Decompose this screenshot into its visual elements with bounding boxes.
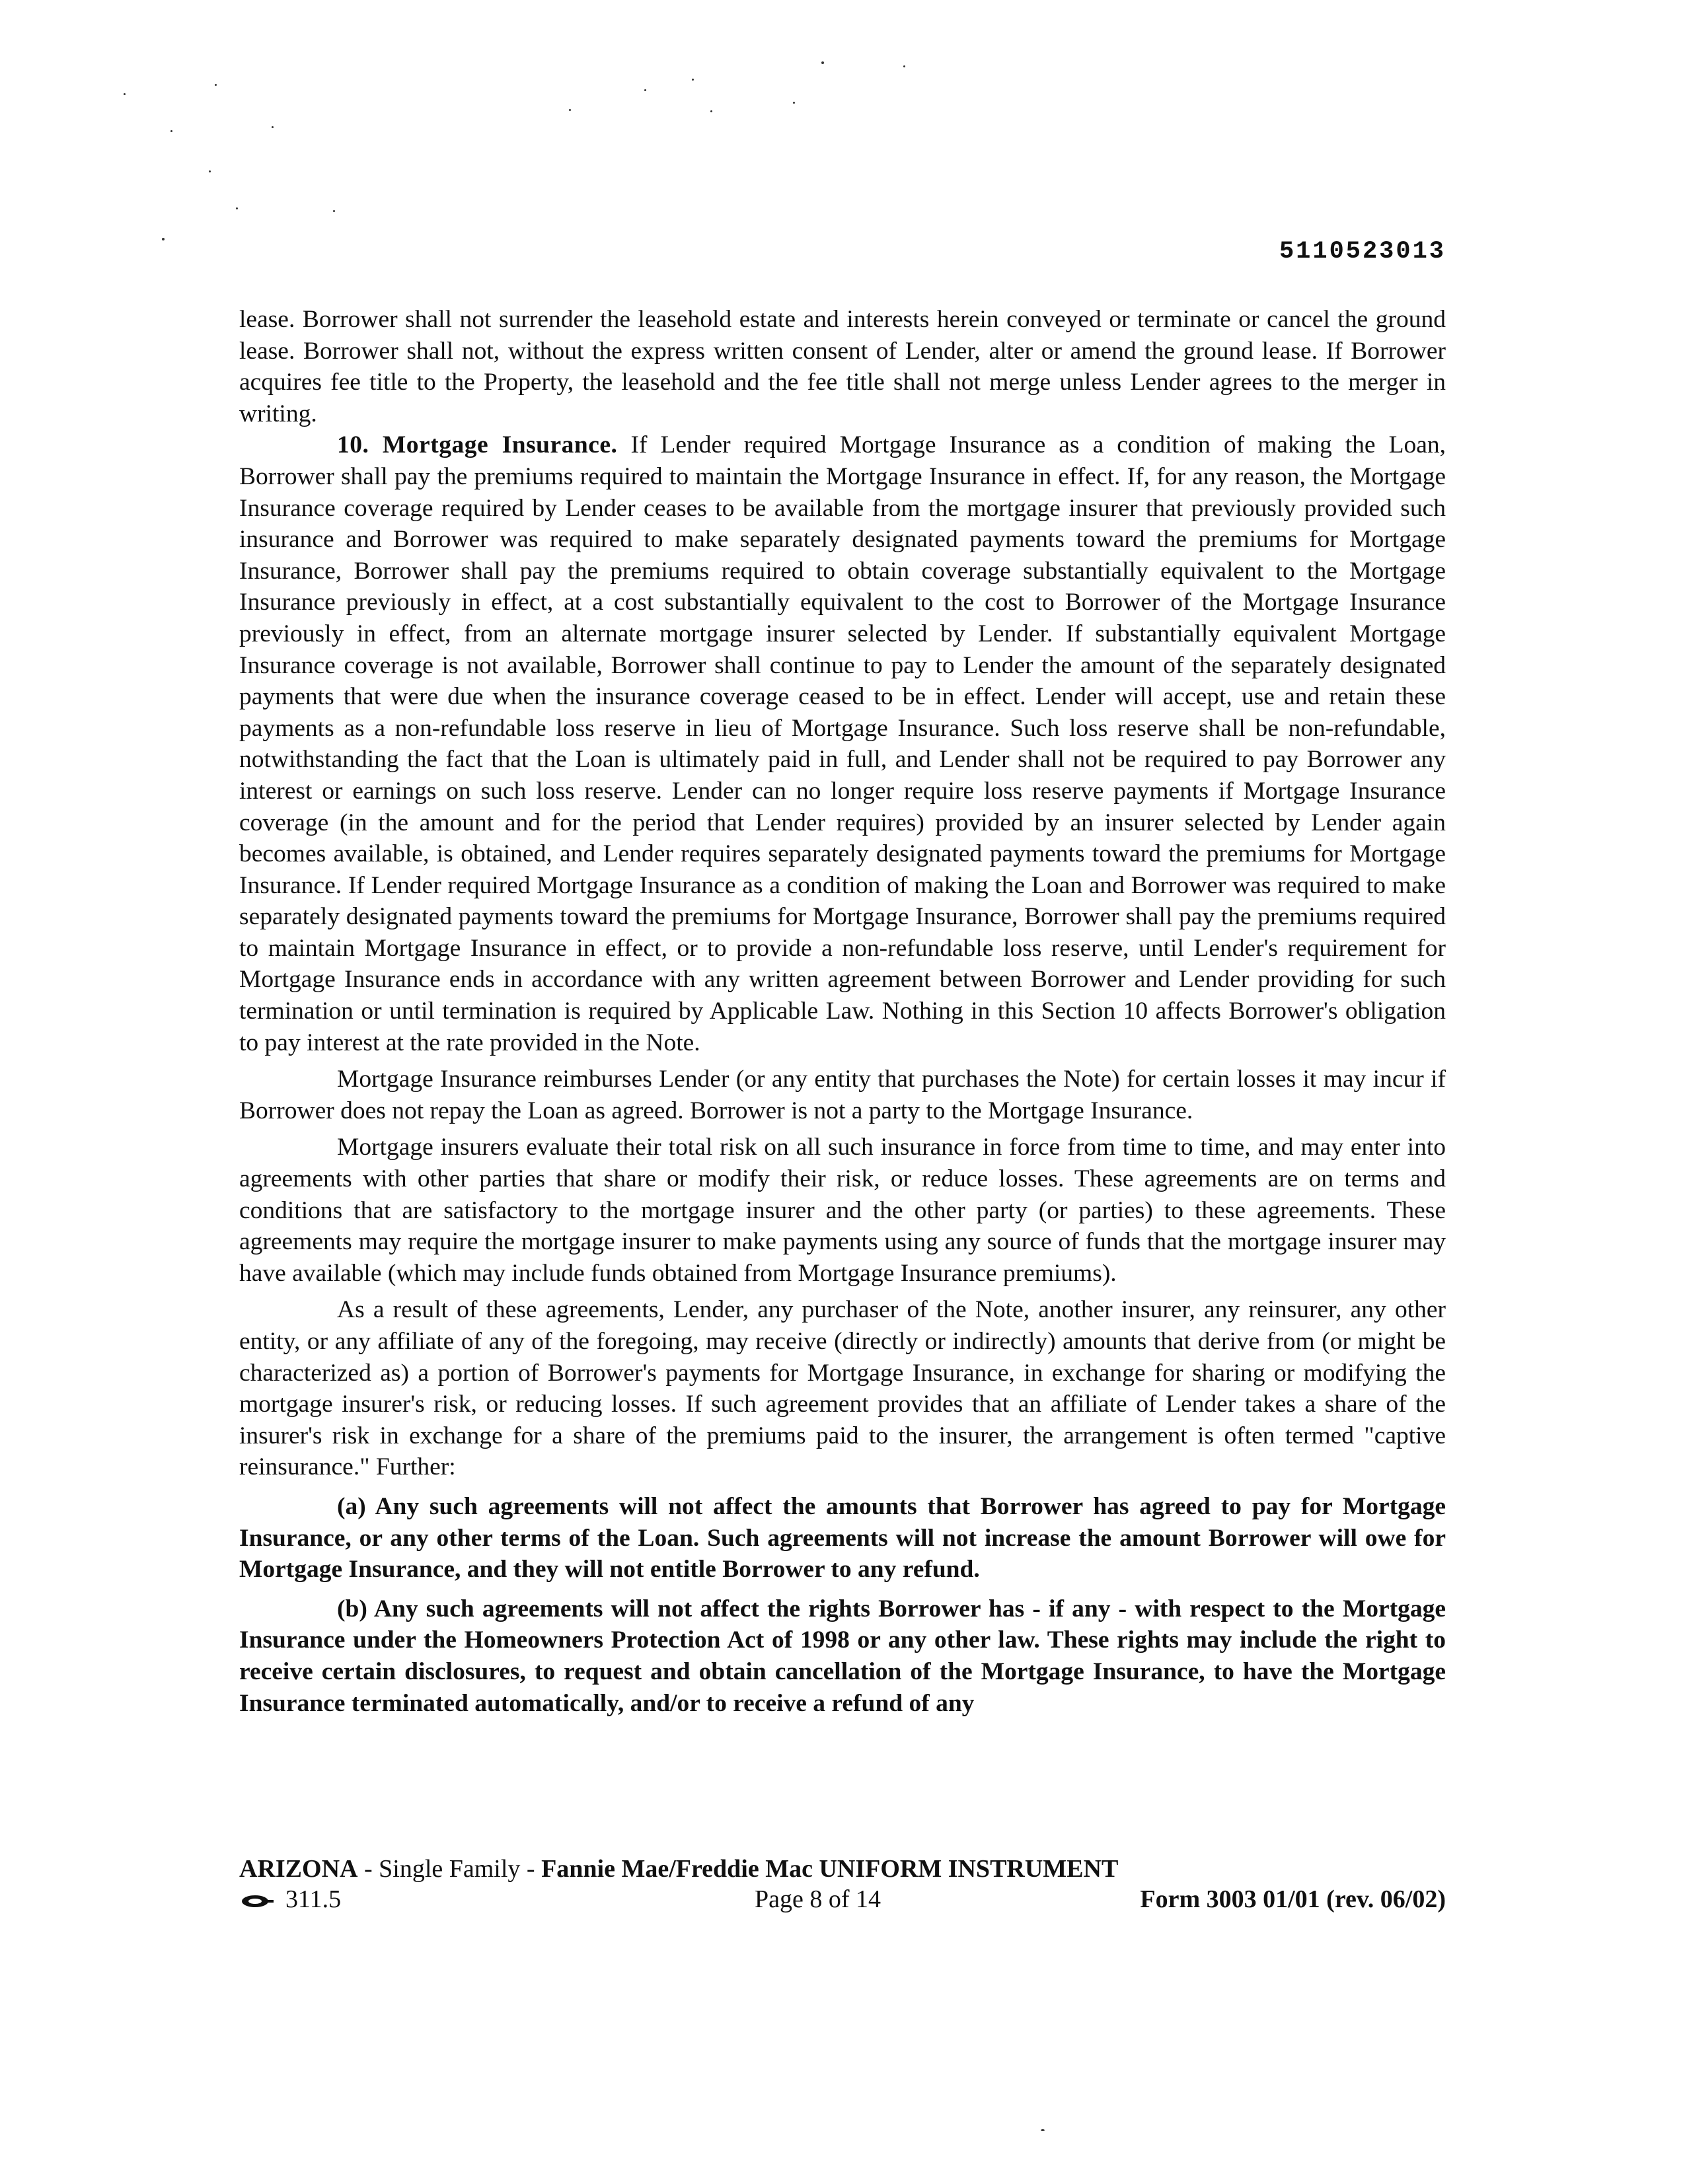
section-text: If Lender required Mortgage Insurance as a condition of making the Loan, Borrower shall pay the premiums required to maintain the Mortgage Insurance in effect. If, for any reason, the Mortgage Insurance coverage required by Lender ceases to be available from the mortgage insurer that previously provided such insurance and Borrower was required to make separately designated payments toward the premiums for Mortgage Insurance, Borrower shall pay the premiums required to obtain coverage substantially equivalent to the Mortgage Insurance previously in effect, at a cost substantially equivalent to the cost to Borrower of the Mortgage Insurance previously in effect, from an alternate mortgage insurer selected by Lender. If substantially equivalent Mortgage Insurance coverage is not available, Borrower shall continue to pay to Lender the amount of the separately designated payments that were due when the insurance coverage ceased to be in effect. Lender will accept, use and retain these payments as a non-refundable loss reserve in lieu of Mortgage Insurance. Such loss reserve shall be non-refundable, notwithstanding the fact that the Loan is ultimately paid in full, and Lender shall not be required to pay Borrower any interest or earnings on such loss reserve. Lender can no longer require loss reserve payments if Mortgage Insurance coverage (in the amount and for the period that Lender requires) provided by an insurer selected by Lender again becomes available, is obtained, and Lender requires separately designated payments toward the premiums for Mortgage Insurance. If Lender required Mortgage Insurance as a condition of making the Loan and Borrower was required to make separately designated payments toward the premiums for Mortgage Insurance, Borrower shall pay the premiums required to maintain Mortgage Insurance in effect, or to provide a non-refundable loss reserve, until Lender's requirement for Mortgage Insurance ends in accordance with any written agreement between Borrower and Lender providing for such termination or until termination is required by Applicable Law. Nothing in this Section 10 affects Borrower's obligation to pay interest at the rate provided in the Note. — [239, 431, 1446, 1056]
scan-speck — [1041, 2129, 1045, 2131]
page-footer — [239, 1854, 1446, 1914]
form-logo-icon — [239, 1894, 274, 1909]
scan-speck — [209, 170, 211, 172]
paragraph-clause-b: (b) Any such agreements will not affect the rights Borrower has - if any - with respect to the Mortgage Insurance under the Homeowners Protection Act of 1998 or any other law. These rights may include the right to receive certain disclosures, to request and obtain cancellation of the Mortgage Insurance, to have the Mortgage Insurance terminated automatically, and/or to receive a refund of any — [239, 1595, 1446, 1717]
paragraph-reimbursement: Mortgage Insurance reimburses Lender (or any entity that purchases the Note) for certain losses it may incur if Borrower does not repay the Loan as agreed. Borrower is not a party to the Mortgage Insurance. — [239, 1066, 1446, 1124]
scan-speck — [903, 65, 905, 67]
footer-page-number: Page 8 of 14 — [755, 1885, 881, 1913]
scan-speck — [272, 126, 274, 128]
paragraph-ground-lease: lease. Borrower shall not surrender the leasehold estate and interests herein conveyed or terminate or cancel the ground lease. Borrower shall not, without the express written consent of Lender, alter or amend the ground lease. If Borrower acquires fee title to the Property, the leasehold and the fee title shall not merge unless Lender agrees to the merger in writing. — [239, 306, 1446, 427]
scan-speck — [333, 210, 335, 212]
section-heading: 10. Mortgage Insurance. — [337, 431, 618, 459]
scan-speck — [215, 84, 217, 86]
scan-speck — [821, 61, 824, 64]
scan-speck — [236, 207, 238, 209]
footer-instrument: Fannie Mae/Freddie Mac UNIFORM INSTRUMENT — [541, 1855, 1119, 1883]
scan-speck — [162, 238, 165, 240]
footer-state: ARIZONA — [239, 1855, 358, 1883]
scan-speck — [569, 109, 571, 111]
footer-form-number: Form 3003 01/01 (rev. 06/02) — [1140, 1885, 1446, 1913]
scan-speck — [692, 79, 694, 81]
scan-speck — [170, 130, 172, 132]
paragraph-mortgage-insurance — [239, 429, 1446, 1058]
footer-form-code: 311.5 — [239, 1884, 341, 1914]
paragraph-agreements: As a result of these agreements, Lender, any purchaser of the Note, another insurer, any reinsurer, any other entity, or any affiliate of any of the foregoing, may receive (directly or indirectly) amounts that derive from (or might be characterized as) a portion of Borrower's payments for Mortgage Insurance, in exchange for sharing or modifying the mortgage insurer's risk, or reducing losses. If such agreement provides that an affiliate of Lender takes a share of the insurer's risk in exchange for a share of the premiums paid to the insurer, the arrangement is often termed "captive reinsurance." Further: — [239, 1296, 1446, 1481]
scan-speck — [793, 102, 795, 104]
document-body — [239, 304, 1446, 1719]
scan-speck — [710, 110, 712, 112]
paragraph-insurer-risk: Mortgage insurers evaluate their total risk on all such insurance in force from time to time, and may enter into agreements with other parties that share or modify their risk, or reduce losses. These agreements are on terms and conditions that are satisfactory to the mortgage insurer and the other party (or parties) to these agreements. These agreements may require the mortgage insurer to make payments using any source of funds that the mortgage insurer may have available (which may include funds obtained from Mortgage Insurance premiums). — [239, 1134, 1446, 1287]
paragraph-clause-a: (a) Any such agreements will not affect the amounts that Borrower has agreed to pay for Mortgage Insurance, or any other terms of the Loan. Such agreements will not increase the amount Borrower will owe for Mortgage Insurance, and they will not entitle Borrower to any refund. — [239, 1492, 1446, 1583]
scan-speck — [644, 89, 646, 91]
footer-family: Single Family — [379, 1855, 521, 1883]
loan-number: 5110523013 — [1279, 238, 1446, 266]
scan-speck — [124, 93, 126, 95]
footer-instrument-line: ARIZONA - Single Family - Fannie Mae/Freddie Mac UNIFORM INSTRUMENT — [239, 1855, 1119, 1883]
footer-form-line — [239, 1884, 1446, 1914]
